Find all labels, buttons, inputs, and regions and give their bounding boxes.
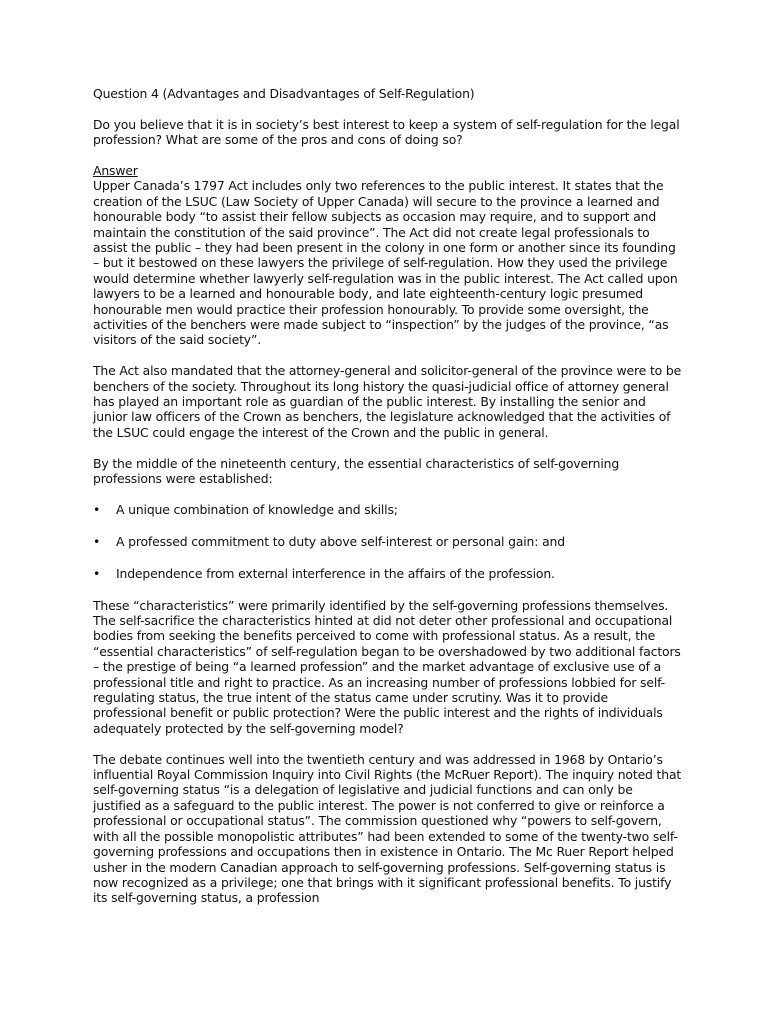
list-item-text: A professed commitment to duty above self-interest or personal gain: and xyxy=(116,533,565,549)
question-prompt: Do you believe that it is in society’s best interest to keep a system of self-regulation for the legal profession? What are some of the pros and cons of doing so? xyxy=(93,116,680,148)
answer-paragraph: Upper Canada’s 1797 Act includes only two references to the public interest. It states that the creation of the LSUC (Law Society of Upper Canada) will secure to the province a learned and honourable body “to assist their fellow subjects as occasion may require, and to support and maintain the constitution of the said province”. The Act did not create legal professionals to assist the public – they had been present in the colony in one form or another since its founding – but it bestowed on these lawyers the privilege of self-regulation. How they used the privilege would determine whether lawyerly self-regulation was in the public interest. The Act called upon lawyers to be a learned and honourable body, and late eighteenth-century logic presumed honourable men would practice their profession honourably. To provide some oversight, the activities of the benchers were made subject to “inspection” by the judges of the province, “as visitors of the said society”. xyxy=(93,178,678,348)
question-title: Question 4 (Advantages and Disadvantages of Self-Regulation) xyxy=(93,86,475,101)
list-item-text: Independence from external interference in the affairs of the profession. xyxy=(116,565,555,581)
bullet-icon: • xyxy=(93,565,101,581)
answer-paragraph: The Act also mandated that the attorney-general and solicitor-general of the province were to be benchers of the society. Throughout its long history the quasi-judicial office of attorney general has played an important role as guardian of the public interest. By installing the senior and junior law officers of the Crown as benchers, the legislature acknowledged that the activities of the LSUC could engage the interest of the Crown and the public in general. xyxy=(93,363,682,440)
bullet-icon: • xyxy=(93,501,101,517)
list-item xyxy=(93,534,683,549)
list-item-text: A unique combination of knowledge and skills; xyxy=(116,501,398,517)
answer-section xyxy=(93,163,683,906)
list-item xyxy=(93,502,683,517)
document-page xyxy=(93,86,683,906)
list-item xyxy=(93,566,683,581)
characteristics-list xyxy=(93,502,683,581)
bullet-icon: • xyxy=(93,533,101,549)
answer-paragraph: The debate continues well into the twentieth century and was addressed in 1968 by Ontario’s influential Royal Commission Inquiry into Civil Rights (the McRuer Report). The inquiry noted that self-governing status “is a delegation of legislative and judicial functions and can only be justified as a safeguard to the public interest. The power is not conferred to give or reinforce a professional or occupational status”. The commission questioned why “powers to self-govern, with all the possible monopolistic attributes” had been extended to some of the twenty-two self-governing professions and occupations then in existence in Ontario. The Mc Ruer Report helped usher in the modern Canadian approach to self-governing professions. Self-governing status is now recognized as a privilege; one that brings with it significant professional benefits. To justify its self-governing status, a profession xyxy=(93,751,682,906)
answer-label: Answer xyxy=(93,163,138,178)
answer-paragraph: These “characteristics” were primarily identified by the self-governing professions themselves. The self-sacrifice the characteristics hinted at did not deter other professional and occupational bodies from seeking the benefits perceived to come with professional status. As a result, the “essential characteristics” of self-regulation began to be overshadowed by two additional factors – the prestige of being “a learned profession” and the market advantage of exclusive use of a professional title and right to practice. As an increasing number of professions lobbied for self-regulating status, the true intent of the status came under scrutiny. Was it to provide professional benefit or public protection? Were the public interest and the rights of individuals adequately protected by the self-governing model? xyxy=(93,597,681,736)
answer-paragraph: By the middle of the nineteenth century, the essential characteristics of self-governing professions were established: xyxy=(93,455,620,487)
